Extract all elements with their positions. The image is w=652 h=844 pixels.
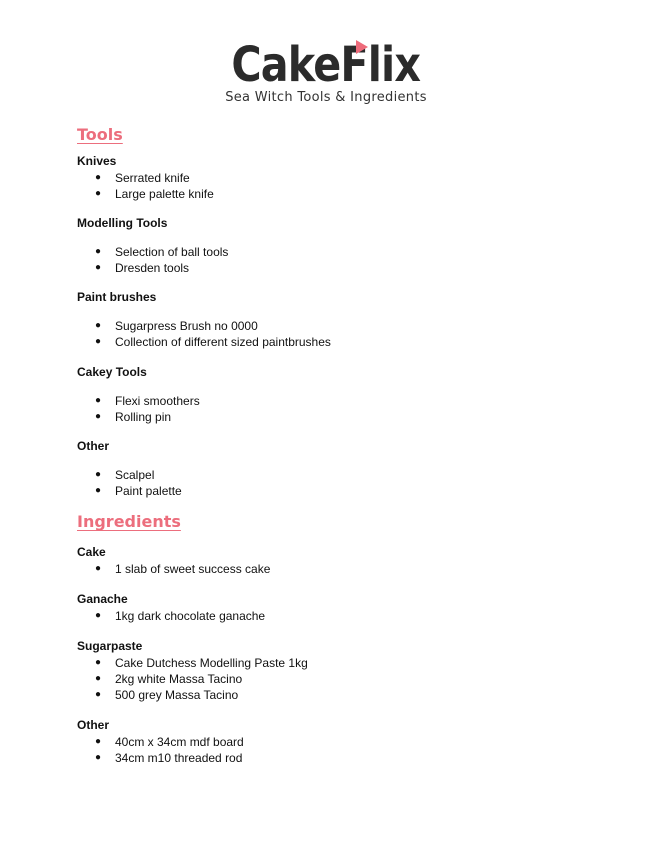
tools-heading: Tools xyxy=(77,125,123,144)
group-title-sugarpaste: Sugarpaste xyxy=(77,639,143,653)
list-item: ● Paint palette xyxy=(77,483,597,499)
logo-text: CakeFlix xyxy=(231,37,421,93)
list-item: ● Flexi smoothers xyxy=(77,393,597,409)
other-tools-list xyxy=(77,467,597,499)
modelling-tools-list xyxy=(77,244,597,276)
group-title-paint-brushes: Paint brushes xyxy=(77,290,157,304)
list-item: ● Serrated knife xyxy=(77,170,597,186)
list-item: ● Sugarpress Brush no 0000 xyxy=(77,318,597,334)
list-item: ● 34cm m10 threaded rod xyxy=(77,750,597,766)
cakey-tools-list xyxy=(77,393,597,425)
group-title-knives: Knives xyxy=(77,154,117,168)
list-item: ● Dresden tools xyxy=(77,260,597,276)
cakeflix-logo xyxy=(216,38,435,92)
list-item: ● Cake Dutchess Modelling Paste 1kg xyxy=(77,655,597,671)
group-title-other-tools: Other xyxy=(77,439,110,453)
other-ingredients-list xyxy=(77,734,597,766)
list-item: ● 40cm x 34cm mdf board xyxy=(77,734,597,750)
document-body xyxy=(77,125,597,766)
sugarpaste-list xyxy=(77,655,597,703)
list-item: ● Selection of ball tools xyxy=(77,244,597,260)
paint-brushes-list xyxy=(77,318,597,350)
list-item: ● 1 slab of sweet success cake xyxy=(77,561,597,577)
group-title-cakey-tools: Cakey Tools xyxy=(77,365,147,379)
document-header xyxy=(0,38,652,105)
group-title-other-ingredients: Other xyxy=(77,718,110,732)
play-icon xyxy=(356,40,368,54)
list-item: ● Scalpel xyxy=(77,467,597,483)
list-item: ● 1kg dark chocolate ganache xyxy=(77,608,597,624)
list-item: ● Large palette knife xyxy=(77,186,597,202)
list-item: ● Rolling pin xyxy=(77,409,597,425)
list-item: ● 2kg white Massa Tacino xyxy=(77,671,597,687)
knives-list xyxy=(77,170,597,202)
document-subtitle: Sea Witch Tools & Ingredients xyxy=(225,90,427,105)
ingredients-heading: Ingredients xyxy=(77,512,181,531)
group-title-modelling-tools: Modelling Tools xyxy=(77,216,168,230)
list-item: ● Collection of different sized paintbrushes xyxy=(77,334,597,350)
group-title-ganache: Ganache xyxy=(77,592,128,606)
group-title-cake: Cake xyxy=(77,545,106,559)
cake-list xyxy=(77,561,597,577)
list-item: ● 500 grey Massa Tacino xyxy=(77,687,597,703)
ganache-list xyxy=(77,608,597,624)
